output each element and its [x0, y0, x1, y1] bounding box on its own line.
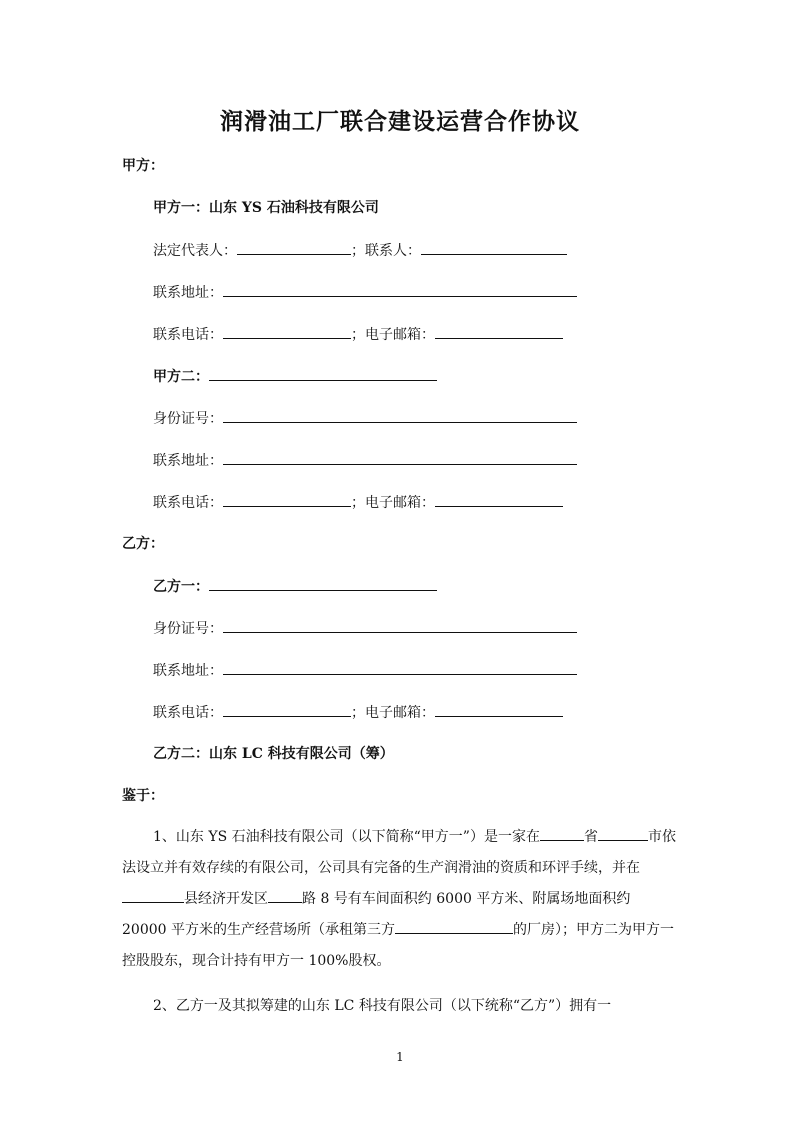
legal-rep-row	[153, 240, 567, 261]
phone-label: 联系电话：	[153, 327, 223, 343]
b-id-label: 身份证号：	[153, 621, 223, 637]
road-blank[interactable]	[268, 888, 302, 903]
address2-label: 联系地址：	[153, 453, 223, 469]
b-id-blank[interactable]	[223, 618, 577, 633]
phone2-label: 联系电话：	[153, 495, 223, 511]
address-blank[interactable]	[223, 282, 577, 297]
p1-text-1: 1、山东 YS 石油科技有限公司（以下简称“甲方一”）是一家在	[153, 829, 540, 845]
party-a2-blank[interactable]	[209, 366, 437, 381]
address-row	[153, 282, 577, 303]
p1-text-6: 的厂房）；甲方二为甲方一控股股东，现合计持有甲方一 100%股权。	[122, 922, 674, 969]
party-b1-label: 乙方一：	[153, 579, 209, 595]
phone2-blank[interactable]	[223, 492, 351, 507]
p1-text-2: 省	[583, 829, 598, 845]
province-blank[interactable]	[540, 826, 584, 841]
p1-text-3: 市依法设立并有效存续的有限公司，公司具有完备的生产润滑油的资质和环评手续，并在	[122, 829, 676, 876]
address2-blank[interactable]	[223, 450, 577, 465]
phone2-row	[153, 492, 563, 513]
email2-blank[interactable]	[435, 492, 563, 507]
party-a2-label: 甲方二：	[153, 369, 209, 385]
email2-label: ；电子邮箱：	[351, 495, 435, 511]
city-blank[interactable]	[598, 826, 648, 841]
legal-rep-blank[interactable]	[237, 240, 351, 255]
contact-label: ；联系人：	[351, 243, 421, 259]
p1-text-4: 县经济开发区	[184, 891, 268, 907]
whereas-paragraph-2: 2、乙方一及其拟筹建的山东 LC 科技有限公司（以下统称“乙方”）拥有一	[153, 998, 612, 1014]
legal-rep-label: 法定代表人：	[153, 243, 237, 259]
email-label: ；电子邮箱：	[351, 327, 435, 343]
page-number: 1	[396, 1050, 404, 1064]
party-b2-name: 乙方二：山东 LC 科技有限公司（筹）	[153, 746, 394, 762]
b-email-blank[interactable]	[435, 702, 563, 717]
address-label: 联系地址：	[153, 285, 223, 301]
address2-row	[153, 450, 577, 471]
party-a2-row	[153, 366, 437, 387]
id-blank[interactable]	[223, 408, 577, 423]
b-email-label: ；电子邮箱：	[351, 705, 435, 721]
document-title: 润滑油工厂联合建设运营合作协议	[220, 108, 580, 135]
party-b1-row	[153, 576, 437, 597]
phone-blank[interactable]	[223, 324, 351, 339]
b-phone-row	[153, 702, 563, 723]
id-row	[153, 408, 577, 429]
party-b-heading: 乙方：	[122, 536, 164, 552]
county-blank[interactable]	[122, 888, 184, 903]
party-b1-blank[interactable]	[209, 576, 437, 591]
email-blank[interactable]	[435, 324, 563, 339]
b-id-row	[153, 618, 577, 639]
b-address-blank[interactable]	[223, 660, 577, 675]
p1-text-5: 路 8 号有车间面积约 6000 平方米、附属场地面积约 20000 平方米的生产经营场所（承租第三方	[122, 891, 631, 938]
id-label: 身份证号：	[153, 411, 223, 427]
b-phone-blank[interactable]	[223, 702, 351, 717]
phone-row	[153, 324, 563, 345]
b-phone-label: 联系电话：	[153, 705, 223, 721]
b-address-row	[153, 660, 577, 681]
whereas-paragraph-1	[122, 822, 678, 977]
contact-blank[interactable]	[421, 240, 567, 255]
whereas-heading: 鉴于：	[122, 788, 164, 804]
party-a1-name: 甲方一：山东 YS 石油科技有限公司	[153, 200, 379, 216]
b-address-label: 联系地址：	[153, 663, 223, 679]
party-a-heading: 甲方：	[122, 158, 164, 174]
third-party-blank[interactable]	[395, 919, 513, 934]
